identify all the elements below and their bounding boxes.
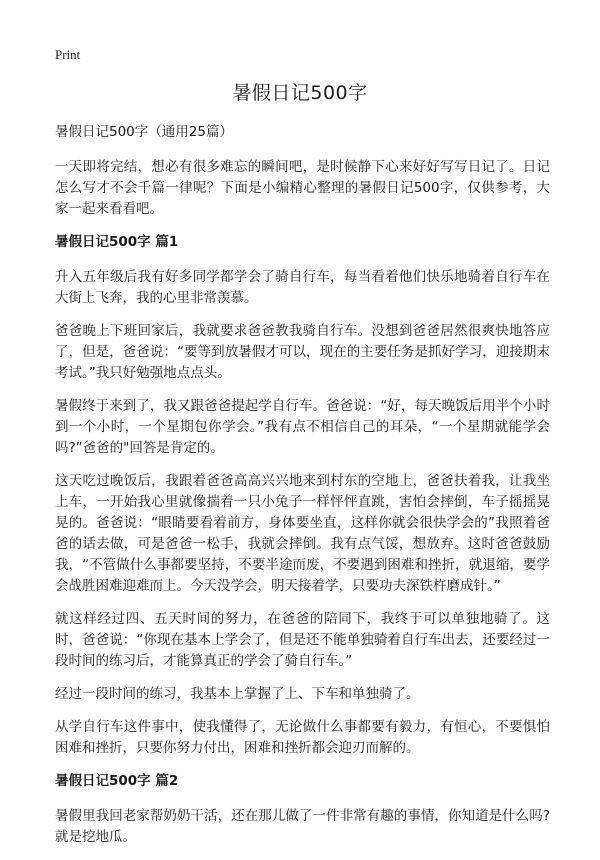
section2-paragraph: 暑假里我回老家帮奶奶干活，还在那儿做了一件非常有趣的事情，你知道是什么吗?就是挖地瓜。 — [55, 808, 550, 845]
section1-paragraph: 暑假终于来到了，我又跟爸爸提起学自行车。爸爸说：“好，每天晚饭后用半个小时到一个小时，一个星期包你学会。”我有点不相信自己的耳朵，“一个星期就能学会吗?”爸爸的"回答是肯定的。 — [55, 398, 550, 456]
section-heading-2: 暑假日记500字 篇2 — [55, 773, 179, 789]
section1-paragraph: 就这样经过四、五天时间的努力，在爸爸的陪同下，我终于可以单独地骑了。这时，爸爸说：“你现在基本上学会了，但是还不能单独骑着自行车出去，还要经过一段时间的练习后，才能算真正的学会了骑自行车。” — [55, 611, 550, 669]
section1-paragraph: 这天吃过晚饭后，我跟着爸爸高高兴兴地来到村东的空地上，爸爸扶着我，让我坐上车，一开始我心里就像揣着一只小兔子一样怦怦直跳，害怕会摔倒，车子摇摇晃晃的。爸爸说：“眼睛要看着前方，身体要坐直，这样你就会很快学会的”我照着爸爸的话去做，可是爸爸一松手，我就会摔倒。我有点气馁，想放弃。这时爸爸鼓励我，“不管做什么事都要坚持，不要半途而废，不要遇到困难和挫折，就退缩，要学会战胜困难迎难而上。今天没学会，明天接着学，只要功夫深铁杵磨成针。” — [55, 473, 550, 594]
section1-paragraph: 爸爸晚上下班回家后，我就要求爸爸教我骑自行车。没想到爸爸居然很爽快地答应了，但是，爸爸说：“要等到放暑假才可以，现在的主要任务是抓好学习，迎接期末考试。”我只好勉强地点点头。 — [55, 323, 550, 381]
intro-paragraph: 一天即将完结，想必有很多难忘的瞬间吧，是时候静下心来好好写写日记了。日记怎么写才不会千篇一律呢？下面是小编精心整理的暑假日记500字，仅供参考，大家一起来看看吧。 — [55, 159, 550, 217]
section-heading-1: 暑假日记500字 篇1 — [55, 234, 179, 250]
section1-paragraph: 升入五年级后我有好多同学都学会了骑自行车，每当看着他们快乐地骑着自行车在大街上飞奔，我的心里非常羡慕。 — [55, 269, 550, 306]
section1-paragraph: 经过一段时间的练习，我基本上掌握了上、下车和单独骑了。 — [55, 686, 420, 702]
page-title: 暑假日记500字 — [232, 82, 368, 104]
section1-paragraph: 从学自行车这件事中，使我懂得了，无论做什么事都要有毅力，有恒心，不要惧怕困难和挫折，只要你努力付出，困难和挫折都会迎刃而解的。 — [55, 719, 550, 756]
article-body — [55, 122, 550, 860]
print-link[interactable]: Print — [55, 47, 81, 62]
article-subtitle: 暑假日记500字（通用25篇） — [55, 124, 233, 140]
